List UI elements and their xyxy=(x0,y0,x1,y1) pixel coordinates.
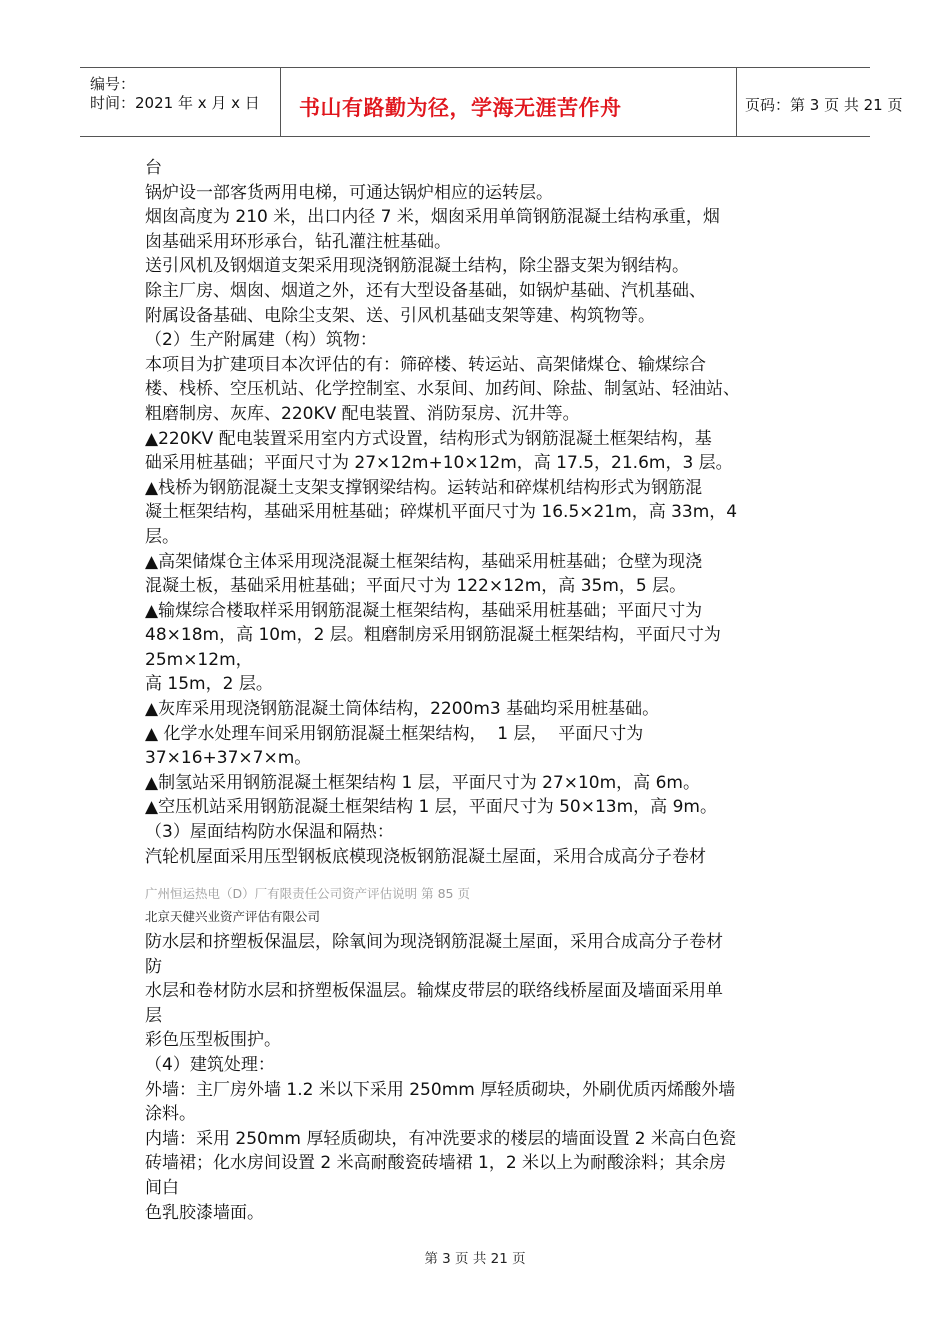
body-line: （3）屋面结构防水保温和隔热： xyxy=(145,822,394,843)
body-line: 48×18m，高 10m，2 层。粗磨制房采用钢筋混凝土框架结构，平面尺寸为 xyxy=(145,625,721,646)
body-line: 础采用桩基础；平面尺寸为 27×12m+10×12m，高 17.5，21.6m，3 层。 xyxy=(145,453,733,474)
body-line: 内墙：采用 250mm 厚轻质砌块，有冲洗要求的楼层的墙面设置 2 米高白色瓷 xyxy=(145,1128,736,1149)
body-line: 间白 xyxy=(145,1177,179,1198)
body-line: 37×16+37×7×m。 xyxy=(145,748,312,769)
body-line: 彩色压型板围护。 xyxy=(145,1030,281,1051)
body-line: 除主厂房、烟囱、烟道之外，还有大型设备基础，如锅炉基础、汽机基础、 xyxy=(145,280,706,301)
body-line: 烟囱高度为 210 米，出口内径 7 米，烟囱采用单筒钢筋混凝土结构承重，烟 xyxy=(145,207,720,228)
document-number-label: 编号： xyxy=(90,75,136,93)
source-note: 广州恒运热电（D）厂有限责任公司资产评估说明 第 85 页 xyxy=(145,886,470,901)
document-body xyxy=(145,156,825,869)
header-motto-cell xyxy=(281,68,737,136)
body-line: 混凝土板，基础采用桩基础；平面尺寸为 122×12m，高 35m，5 层。 xyxy=(145,576,687,597)
header-meta-cell xyxy=(80,68,281,136)
page-footer: 第 3 页 共 21 页 xyxy=(424,1251,526,1267)
body-line: （2）生产附属建（构）筑物： xyxy=(145,330,377,351)
body-line: ▲输煤综合楼取样采用钢筋混凝土框架结构，基础采用桩基础；平面尺寸为 xyxy=(145,600,703,621)
body-line: ▲栈桥为钢筋混凝土支架支撑钢梁结构。运转站和碎煤机结构形式为钢筋混 xyxy=(145,477,703,498)
body-line: ▲制氢站采用钢筋混凝土框架结构 1 层，平面尺寸为 27×10m，高 6m。 xyxy=(145,772,700,793)
header-motto: 书山有路勤为径，学海无涯苦作舟 xyxy=(299,96,622,120)
body-line: 水层和卷材防水层和挤塑板保温层。输煤皮带层的联络线桥屋面及墙面采用单 xyxy=(145,981,723,1002)
page-header xyxy=(80,67,903,137)
body-line: ▲空压机站采用钢筋混凝土框架结构 1 层，平面尺寸为 50×13m，高 9m。 xyxy=(145,797,717,818)
body-line: 层。 xyxy=(145,526,179,547)
body-line: 锅炉设一部客货两用电梯，可通达锅炉相应的运转层。 xyxy=(145,182,553,203)
body-line: 送引风机及钢烟道支架采用现浇钢筋混凝土结构，除尘器支架为钢结构。 xyxy=(145,256,689,277)
body-line: 楼、栈桥、空压机站、化学控制室、水泵间、加药间、除盐、制氢站、轻油站、 xyxy=(145,379,740,400)
body-line: 砖墙裙；化水房间设置 2 米高耐酸瓷砖墙裙 1，2 米以上为耐酸涂料；其余房 xyxy=(145,1153,727,1174)
document-body-continued xyxy=(145,930,825,1225)
body-line: ▲高架储煤仓主体采用现浇混凝土框架结构，基础采用桩基础；仓壁为现浇 xyxy=(145,551,703,572)
header-page-cell xyxy=(737,68,903,136)
body-line: 囱基础采用环形承台，钻孔灌注桩基础。 xyxy=(145,231,451,252)
document-date: 时间：2021 年 x 月 x 日 xyxy=(90,94,260,112)
body-line: 本项目为扩建项目本次评估的有：筛碎楼、转运站、高架储煤仓、输煤综合 xyxy=(145,354,706,375)
body-line: ▲ 化学水处理车间采用钢筋混凝土框架结构， 1 层， 平面尺寸为 xyxy=(145,723,644,744)
body-line: 高 15m，2 层。 xyxy=(145,674,273,695)
body-line: ▲灰库采用现浇钢筋混凝土筒体结构，2200m3 基础均采用桩基础。 xyxy=(145,699,660,720)
body-line: （4）建筑处理： xyxy=(145,1054,275,1075)
body-line: 汽轮机屋面采用压型钢板底模现浇板钢筋混凝土屋面，采用合成高分子卷材 xyxy=(145,846,706,867)
body-line: 涂料。 xyxy=(145,1104,196,1125)
body-line: 台 xyxy=(145,158,162,178)
company-name: 北京天健兴业资产评估有限公司 xyxy=(145,909,321,924)
body-line: 色乳胶漆墙面。 xyxy=(145,1202,264,1223)
body-line: 凝土框架结构，基础采用桩基础；碎煤机平面尺寸为 16.5×21m，高 33m，4 xyxy=(145,502,738,523)
body-line: 层 xyxy=(145,1005,162,1026)
body-line: ▲220KV 配电装置采用室内方式设置，结构形式为钢筋混凝土框架结构，基 xyxy=(145,428,712,449)
header-page-info: 页码：第 3 页 共 21 页 xyxy=(745,96,903,114)
body-line: 外墙：主厂房外墙 1.2 米以下采用 250mm 厚轻质砌块，外刷优质丙烯酸外墙 xyxy=(145,1079,736,1100)
body-line: 粗磨制房、灰库、220KV 配电装置、消防泵房、沉井等。 xyxy=(145,403,580,424)
body-line: 防 xyxy=(145,956,162,977)
body-line: 25m×12m， xyxy=(145,649,253,670)
body-line: 防水层和挤塑板保温层，除氧间为现浇钢筋混凝土屋面，采用合成高分子卷材 xyxy=(145,932,723,952)
body-line: 附属设备基础、电除尘支架、送、引风机基础支架等建、构筑物等。 xyxy=(145,305,655,326)
